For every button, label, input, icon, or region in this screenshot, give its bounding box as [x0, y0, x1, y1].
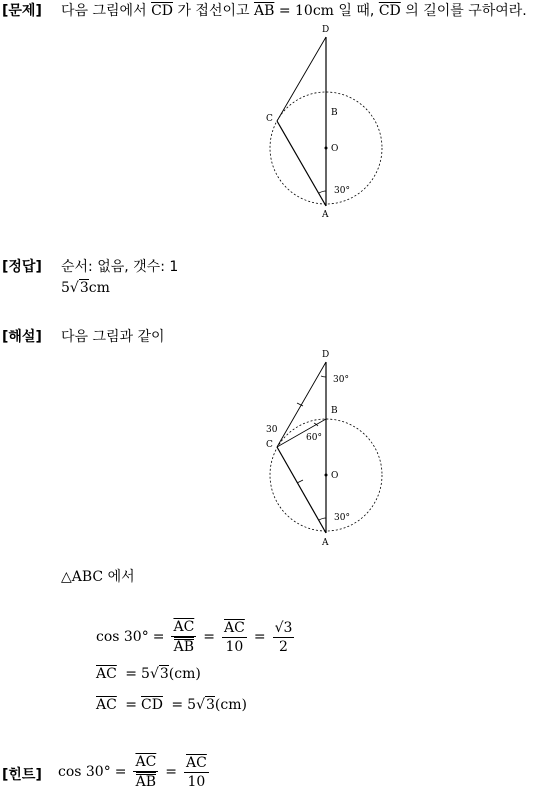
problem-label: [문제]: [2, 3, 42, 19]
label-d: D: [322, 25, 330, 35]
label-c: C: [266, 114, 273, 124]
explanation-intro: 다음 그림과 같이: [61, 329, 165, 345]
explanation-label: [해설]: [2, 329, 42, 345]
label-angle-d: 30°: [333, 375, 349, 385]
label-a: A: [322, 210, 329, 220]
cos-equation: cos 30° = $\frac{\overline{AC}}{AB}$ = $\frac{\overline{AC}}{10}$ = $\frac{√3}{2}$: [96, 619, 293, 655]
answer-unit: cm: [88, 280, 110, 296]
hint-den-ab: AB: [135, 774, 157, 790]
length-ab: = 10cm: [278, 3, 334, 19]
problem-text-part4: 의 길이를 구하여라.: [405, 3, 527, 19]
hint-num-ac: $\overline{AC}$: [135, 754, 157, 770]
center-point: [325, 474, 328, 477]
frac-ac-10: [222, 619, 247, 656]
frac-den-10: 10: [225, 638, 244, 655]
cd-unit: (cm): [214, 697, 247, 713]
problem-text-part3: 일 때,: [338, 3, 375, 19]
tangent-dc: [277, 37, 326, 121]
segment-ab: $\overline{AB}$: [253, 3, 275, 19]
frac-den-2: 2: [279, 638, 288, 655]
frac-num-ac: $\overline{AC}$: [173, 619, 195, 635]
problem-text-part2: 가 접선이고: [177, 3, 250, 19]
frac-sqrt3-2: [273, 619, 295, 656]
label-b: B: [331, 108, 338, 118]
label-c: C: [266, 440, 273, 450]
angle-arc-d: [321, 376, 326, 377]
label-angle-a: 30°: [334, 513, 350, 523]
cos-30: cos 30°: [96, 629, 149, 645]
label-a: A: [322, 538, 329, 548]
segment-cd-2: $\overline{CD}$: [378, 3, 401, 19]
answer-value: [61, 280, 110, 296]
tick-ca: [297, 480, 303, 483]
ac-cd-line: $\overline{AC} = \overline{CD} = 5√3(cm)$: [96, 697, 247, 713]
ac-line: $\overline{AC} = 5√3(cm)$: [96, 666, 201, 682]
hint-num-ac-2: $\overline{AC}$: [186, 754, 207, 771]
hint-den-10: 10: [187, 773, 206, 790]
label-angle-b: 60°: [306, 433, 322, 443]
label-angle-c: 30: [266, 425, 278, 435]
frac-num-sqrt3: √3: [274, 619, 293, 636]
cd-coef: 5: [187, 697, 197, 713]
angle-arc: [319, 191, 326, 193]
hint-frac-ac-10: [184, 754, 209, 791]
hint-cos-30: cos 30°: [58, 764, 111, 780]
label-b: B: [331, 406, 338, 416]
cd-radicand: 3: [205, 697, 215, 713]
center-point: [325, 147, 328, 150]
hint-frac-ac-ab: [133, 753, 158, 791]
label-d: D: [322, 350, 330, 360]
frac-den-ab: AB: [173, 639, 195, 655]
angle-arc-a: [319, 518, 326, 520]
frac-ac-ab: [171, 618, 196, 656]
frac-num-ac-2: $\overline{AC}$: [224, 619, 245, 636]
label-o: O: [331, 144, 339, 154]
answer-coef: 5: [61, 280, 70, 296]
answer-label: [정답]: [2, 259, 42, 275]
ac-label: $\overline{AC}$: [96, 666, 117, 682]
hint-label: [힌트]: [2, 767, 42, 783]
problem-text: [61, 0, 527, 20]
problem-text-part1: 다음 그림에서: [61, 3, 147, 19]
ac-label-2: $\overline{AC}$: [96, 697, 117, 713]
cd-label: $\overline{CD}$: [141, 697, 163, 713]
sqrt-sign: √3: [69, 280, 89, 296]
ac-radicand: 3: [159, 666, 169, 682]
ac-unit: (cm): [168, 666, 201, 682]
ac-coef: 5: [141, 666, 150, 682]
triangle-line: △ABC 에서: [61, 569, 135, 585]
hint-equation: cos 30° = $\frac{\overline{AC}}{AB}$ = $\frac{\overline{AC}}{10}$: [58, 754, 207, 790]
answer-meta: 순서: 없음, 갯수: 1: [61, 259, 179, 275]
chord-ca: [277, 447, 326, 533]
figure-problem-diagram: [262, 20, 392, 220]
label-o: O: [331, 471, 339, 481]
chord-ca: [277, 121, 326, 206]
answer-radicand: 3: [79, 280, 89, 296]
label-angle-30: 30°: [334, 186, 350, 196]
figure-explanation-diagram: [262, 345, 392, 550]
segment-cd: $\overline{CD}$: [151, 3, 173, 19]
